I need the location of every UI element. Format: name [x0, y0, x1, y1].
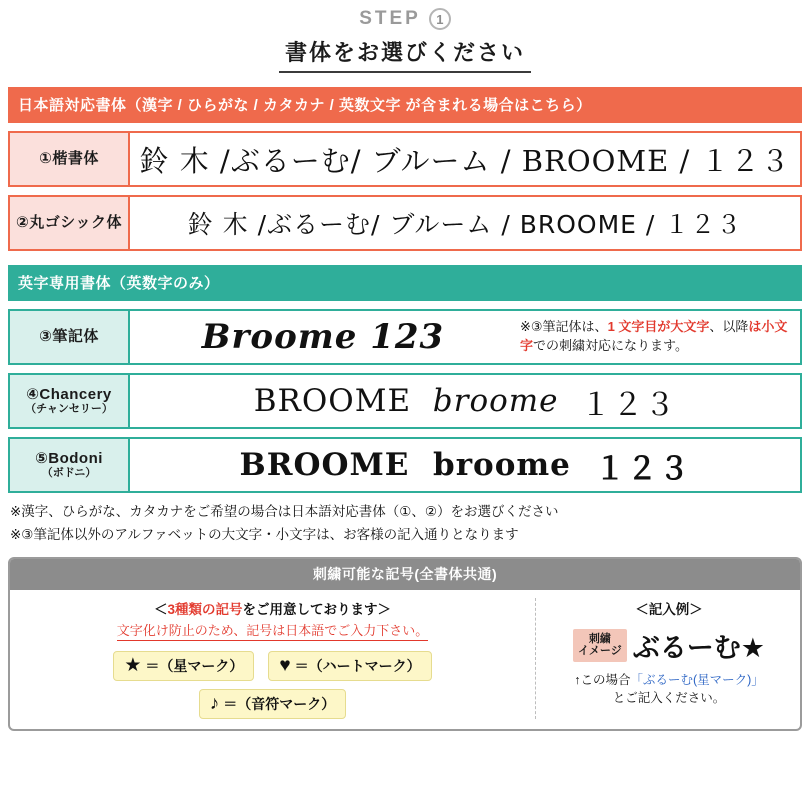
symbol-box-header: 刺繍可能な記号(全書体共通) — [10, 559, 800, 590]
tag-line-1: 刺繍 — [588, 632, 611, 645]
symbol-chip-row-2 — [16, 689, 529, 719]
symbol-example-panel — [536, 598, 794, 719]
symbol-box-body — [10, 590, 800, 729]
embroidery-image-tag — [573, 629, 627, 662]
font-sample-script: Broome 123 — [201, 317, 445, 357]
font-label-text: ①楷書体 — [39, 150, 99, 168]
font-label-script — [10, 311, 130, 363]
step-line — [0, 8, 810, 30]
heart-icon: ♥ — [279, 655, 291, 677]
sample-numbers: １２３ — [594, 450, 691, 487]
symbol-chip-label: ＝（音符マーク） — [223, 695, 336, 712]
symbol-chip-note — [199, 689, 347, 719]
symbol-chip-row-1 — [16, 651, 529, 681]
font-sample-maru-gothic: 鈴 木 /ぶるーむ/ ブルーム / BROOME / １２３ — [187, 210, 743, 239]
symbol-box — [8, 557, 802, 731]
lead-highlight: 3種類の記号 — [167, 601, 243, 617]
font-row-maru-gothic[interactable] — [8, 195, 802, 251]
example-lead: ＜記入例＞ — [635, 601, 703, 617]
example-note-pre: ↑この場合 — [574, 672, 631, 687]
example-embroidery-text: ぶるーむ★ — [632, 632, 765, 664]
sample-lowercase: broome — [432, 383, 559, 419]
font-label-text: ④Chancery — [26, 386, 112, 404]
font-sample-bodoni — [130, 439, 800, 491]
star-icon: ★ — [124, 655, 142, 677]
sample-uppercase: BROOME — [253, 383, 412, 419]
symbol-chip-star — [113, 651, 254, 681]
example-line — [544, 626, 794, 665]
font-label-subtext: （ボドニ） — [41, 467, 97, 480]
banner-japanese-fonts: 日本語対応書体（漢字 / ひらがな / カタカナ / 英数文字 が含まれる場合はこちら） — [8, 87, 802, 123]
note-suffix: での刺繍対応になります。 — [533, 338, 688, 353]
symbol-warning-text: 文字化け防止のため、記号は日本語でご入力下さい。 — [117, 620, 428, 641]
font-row-script[interactable] — [8, 309, 802, 365]
font-label-maru-gothic — [10, 197, 130, 249]
footnote-2: ※③筆記体以外のアルファベットの大文字・小文字は、お客様の記入通りとなります — [10, 526, 519, 542]
note-prefix: ※③筆記体は、 — [520, 319, 608, 335]
lead-post: をご用意しております＞ — [242, 601, 391, 617]
example-note-post: とご記入ください。 — [612, 691, 726, 705]
symbol-chip-label: ＝（星マーク） — [145, 657, 244, 674]
note-highlight-lowercase: は小文字 — [520, 319, 788, 353]
sample-lowercase: broome — [433, 447, 571, 483]
font-sample-kaisho: 鈴 木 /ぶるーむ/ ブルーム / BROOME / １２３ — [139, 143, 791, 178]
font-label-kaisho — [10, 133, 130, 185]
symbol-list-lead — [16, 598, 529, 618]
step-header — [0, 0, 810, 73]
font-row-chancery[interactable] — [8, 373, 802, 429]
symbol-chip-heart — [268, 651, 431, 681]
japanese-font-rows — [8, 131, 802, 251]
banner-english-fonts: 英字専用書体（英数字のみ） — [8, 265, 802, 301]
font-note-script — [516, 311, 800, 363]
lead-pre: ＜ — [153, 601, 168, 617]
font-label-text: ③筆記体 — [39, 328, 99, 346]
page-title: 書体をお選びください — [279, 36, 531, 73]
font-row-bodoni[interactable] — [8, 437, 802, 493]
footnote-1: ※漢字、ひらがな、カタカナをご希望の場合は日本語対応書体（①、②）をお選びください — [10, 504, 559, 519]
font-row-kaisho[interactable] — [8, 131, 802, 187]
sample-numbers: １２３ — [580, 386, 677, 423]
font-label-text: ②丸ゴシック体 — [16, 214, 122, 232]
tag-line-2: イメージ — [578, 645, 622, 658]
font-sample-chancery — [130, 375, 800, 427]
font-label-text: ⑤Bodoni — [35, 450, 103, 468]
step-word: STEP — [359, 8, 421, 29]
step-number-badge: 1 — [429, 8, 451, 30]
example-note — [544, 671, 794, 707]
footnotes — [10, 501, 800, 547]
english-font-rows — [8, 309, 802, 493]
symbol-list-panel — [16, 598, 536, 719]
music-note-icon: ♪ — [209, 693, 220, 715]
sample-uppercase: BROOME — [239, 447, 410, 483]
note-highlight-uppercase: 1 文字目が大文字 — [607, 319, 710, 335]
example-note-highlight: 「ぶるーむ(星マーク)」 — [630, 672, 764, 687]
font-label-chancery — [10, 375, 130, 427]
symbol-chip-label: ＝（ハートマーク） — [294, 657, 421, 674]
font-label-bodoni — [10, 439, 130, 491]
note-middle: 、以降 — [709, 319, 749, 335]
font-label-subtext: （チャンセリー） — [25, 403, 113, 416]
